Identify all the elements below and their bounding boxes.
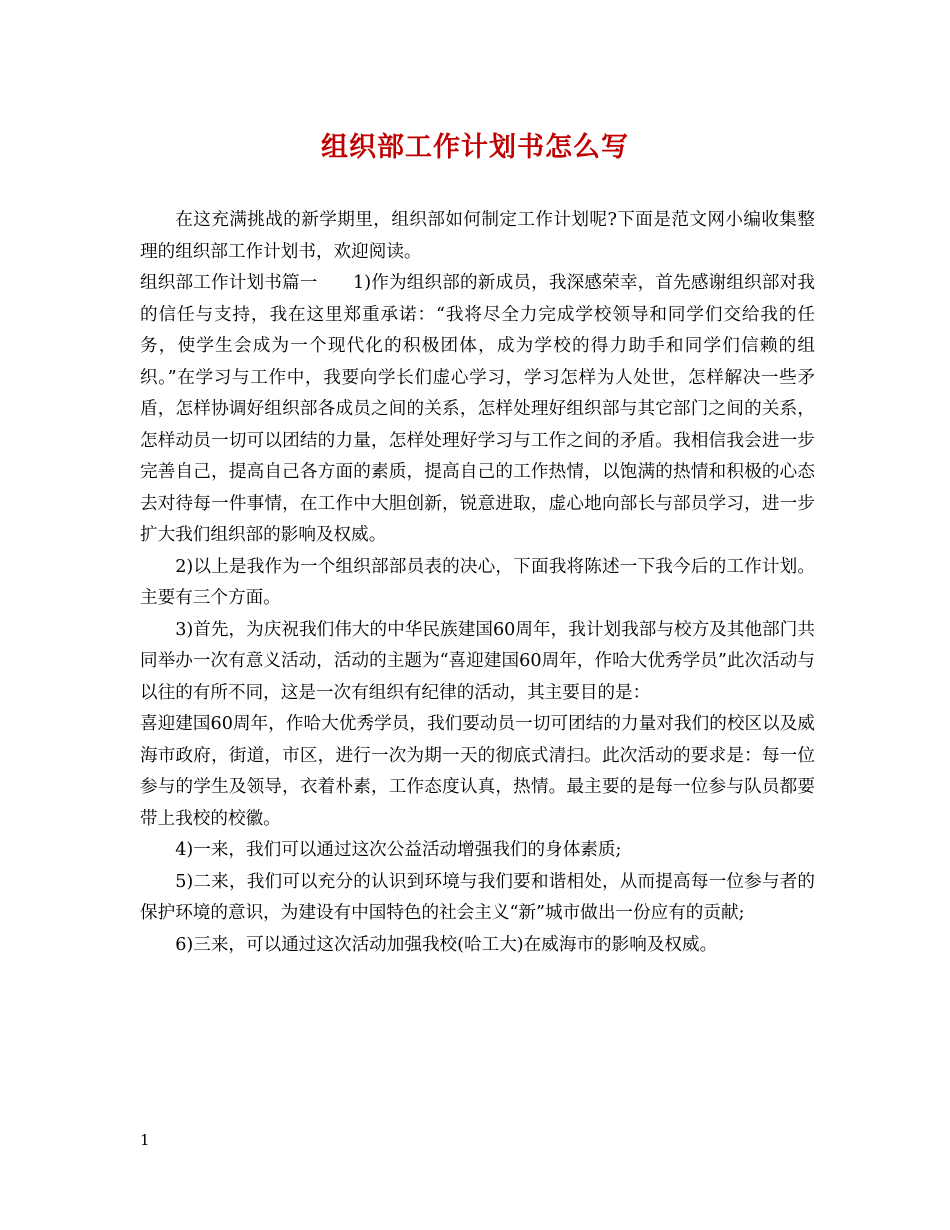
paragraph-plan-3-detail: 喜迎建国60周年，作哈大优秀学员，我们要动员一切可团结的力量对我们的校区以及威海市政府，街道，市区，进行一次为期一天的彻底式清扫。此次活动的要求是：每一位参与的学生及领导，衣着朴素，工作态度认真，热情。最主要的是每一位参与队员都要带上我校的校徽。 bbox=[140, 714, 815, 829]
paragraph-plan-6: 6)三来，可以通过这次活动加强我校(哈工大)在威海市的影响及权威。 bbox=[175, 934, 718, 955]
paragraph-intro: 在这充满挑战的新学期里，组织部如何制定工作计划呢?下面是范文网小编收集整理的组织部工作计划书，欢迎阅读。 bbox=[140, 210, 815, 262]
page-title: 组织部工作计划书怎么写 bbox=[321, 132, 629, 163]
paragraph-plan-2: 2)以上是我作为一个组织部部员表的决心，下面我将陈述一下我今后的工作计划。主要有三个方面。 bbox=[140, 556, 815, 608]
paragraph-plan-1: 组织部工作计划书篇一 1)作为组织部的新成员，我深感荣幸，首先感谢组织部对我的信任与支持，我在这里郑重承诺：“我将尽全力完成学校领导和同学们交给我的任务，使学生会成为一个现代化的积极团体，成为学校的得力助手和同学们信赖的组织。”在学习与工作中，我要向学长们虚心学习，学习怎样为人处世，怎样解决一些矛盾，怎样协调好组织部各成员之间的关系，怎样处理好组织部与其它部门之间的关系，怎样动员一切可以团结的力量，怎样处理好学习与工作之间的矛盾。我相信我会进一步完善自己，提高自己各方面的素质，提高自己的工作热情，以饱满的热情和积极的心态去对待每一件事情，在工作中大胆创新，锐意进取，虚心地向部长与部员学习，进一步扩大我们组织部的影响及权威。 bbox=[140, 273, 815, 545]
document-body bbox=[140, 205, 815, 961]
paragraph-plan-3: 3)首先，为庆祝我们伟大的中华民族建国60周年，我计划我部与校方及其他部门共同举办一次有意义活动，活动的主题为“喜迎建国60周年，作哈大优秀学员”此次活动与以往的有所不同，这是一次有组织有纪律的活动，其主要目的是： bbox=[140, 619, 815, 703]
page-number: 1 bbox=[140, 1131, 150, 1149]
paragraph-plan-5: 5)二来，我们可以充分的认识到环境与我们要和谐相处，从而提高每一位参与者的保护环境的意识，为建设有中国特色的社会主义“新”城市做出一份应有的贡献; bbox=[140, 871, 815, 923]
paragraph-plan-4: 4)一来，我们可以通过这次公益活动增强我们的身体素质; bbox=[175, 840, 622, 860]
